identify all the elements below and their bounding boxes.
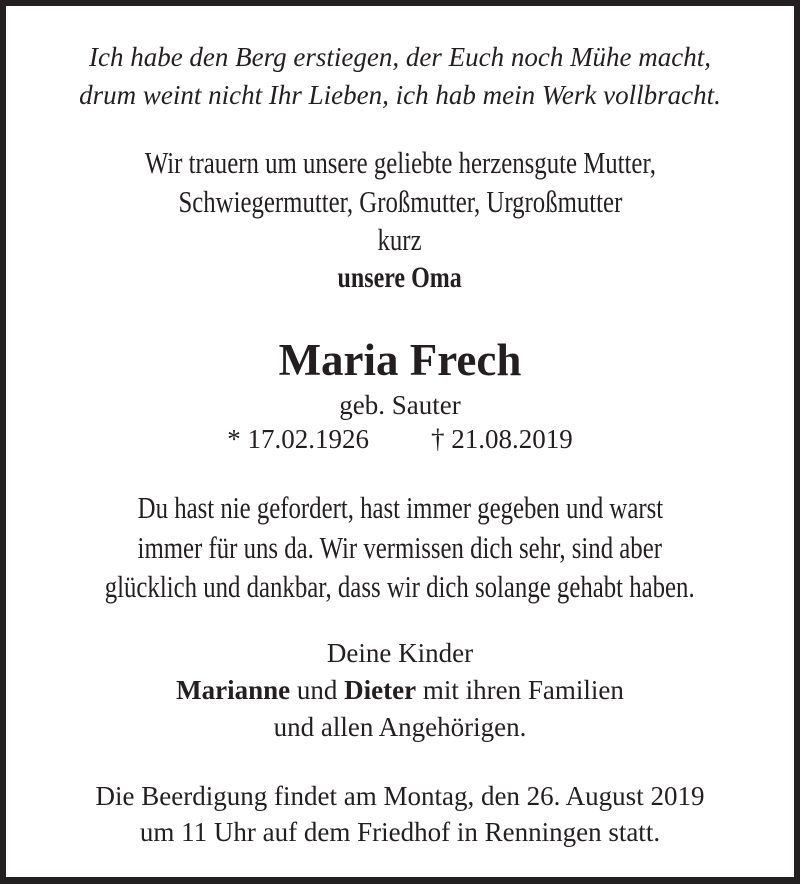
child-name-2: Dieter — [344, 675, 417, 705]
birth-date: 17.02.1926 — [247, 424, 369, 454]
tribute-text: Du hast nie gefordert, hast immer gegeben und warst — [137, 490, 663, 525]
verse-text: drum weint nicht Ihr Lieben, ich hab mein Werk vollbracht. — [79, 80, 721, 110]
maiden-name: geb. Sauter — [339, 390, 461, 420]
verse-line-1 — [0, 42, 800, 73]
tribute-text: immer für uns da. Wir vermissen dich sehr, sind aber — [137, 530, 663, 565]
mourning-bold-text: unsere Oma — [337, 261, 463, 294]
tribute-line-2 — [0, 530, 800, 566]
mourning-line-1 — [0, 145, 800, 181]
child-name-1: Marianne — [176, 675, 291, 705]
death-cross-icon: † — [431, 424, 445, 454]
tribute-text: glücklich und dankbar, dass wir dich solange gehabt haben. — [105, 569, 695, 604]
signature-line-1: Deine Kinder — [326, 638, 474, 668]
verse-line-2 — [0, 80, 800, 111]
verse-text: Ich habe den Berg erstiegen, der Euch noch Mühe macht, — [88, 42, 712, 72]
tribute-line-1 — [0, 490, 800, 526]
deceased-name: Maria Frech — [278, 335, 522, 385]
signature-rest: mit ihren Familien — [422, 675, 624, 705]
mourning-text: Schwiegermutter, Großmutter, Urgroßmutter — [178, 184, 622, 219]
mourning-line-2 — [0, 184, 800, 220]
mourning-bold-line — [0, 261, 800, 295]
conjunction: und — [296, 675, 338, 705]
funeral-text: um 11 Uhr auf dem Friedhof in Renningen statt. — [139, 817, 661, 847]
death-date: 21.08.2019 — [451, 424, 573, 454]
mourning-text: Wir trauern um unsere geliebte herzensgute Mutter, — [144, 145, 656, 180]
signature-line-2 — [0, 675, 800, 706]
life-dates — [0, 424, 800, 455]
signature-line-3: und allen Angehörigen. — [273, 712, 527, 742]
mourning-line-3 — [0, 222, 800, 258]
tribute-line-3 — [0, 569, 800, 605]
birth-star-icon: * — [227, 424, 241, 454]
funeral-line-1 — [0, 781, 800, 812]
funeral-line-2 — [0, 817, 800, 848]
funeral-text: Die Beerdigung findet am Montag, den 26. August 2019 — [95, 781, 705, 811]
mourning-text: kurz — [377, 222, 423, 257]
